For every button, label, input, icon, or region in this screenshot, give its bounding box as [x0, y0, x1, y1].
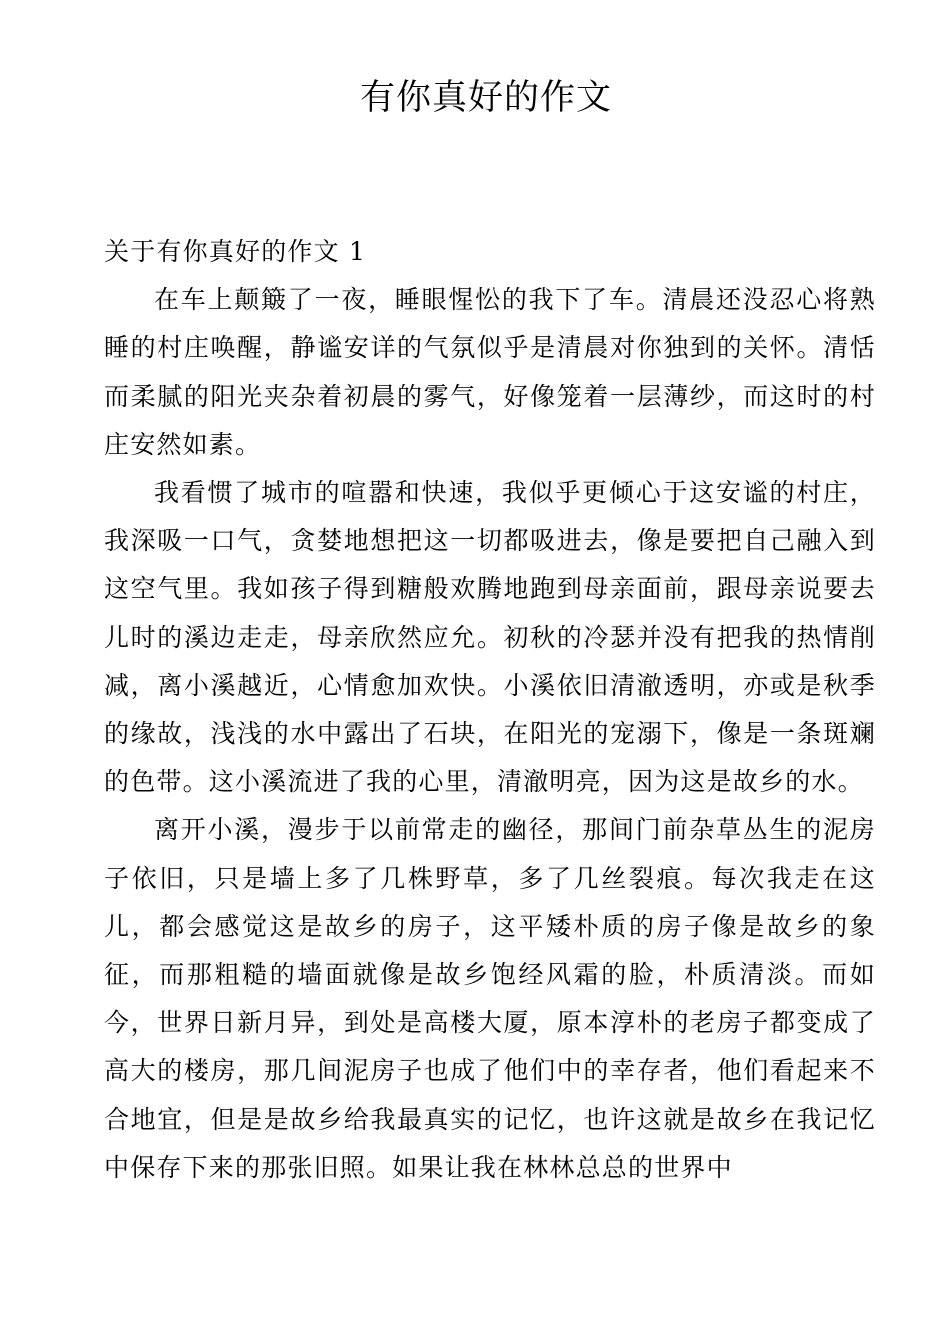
- paragraph-3: 离开小溪，漫步于以前常走的幽径，那间门前杂草丛生的泥房子依旧，只是墙上多了几株野草，多了几丝裂痕。每次我走在这儿，都会感觉这是故乡的房子，这平矮朴质的房子像是故乡的象征，而那粗糙的墙面就像是故乡饱经风霜的脸，朴质清淡。而如今，世界日新月异，到处是高楼大厦，原本淳朴的老房子都变成了高大的楼房，那几间泥房子也成了他们中的幸存者，他们看起来不合地宜，但是是故乡给我最真实的记忆，也许这就是故乡在我记忆中保存下来的那张旧照。如果让我在林林总总的世界中: [104, 815, 876, 1182]
- document-body: [104, 228, 876, 1192]
- paragraph-2: 我看惯了城市的喧嚣和快速，我似乎更倾心于这安谧的村庄，我深吸一口气，贪婪地想把这一切都吸进去，像是要把自己融入到这空气里。我如孩子得到糖般欢腾地跑到母亲面前，跟母亲说要去儿时的溪边走走，母亲欣然应允。初秋的冷瑟并没有把我的热情削减，离小溪越近，心情愈加欢快。小溪依旧清澈透明，亦或是秋季的缘故，浅浅的水中露出了石块，在阳光的宠溺下，像是一条斑斓的色带。这小溪流进了我的心里，清澈明亮，因为这是故乡的水。: [104, 478, 876, 797]
- document-title: 有你真好的作文: [359, 78, 612, 118]
- section-heading: 关于有你真好的作文 1: [104, 237, 367, 266]
- paragraph-1: 在车上颠簸了一夜，睡眼惺忪的我下了车。清晨还没忍心将熟睡的村庄唤醒，静谧安详的气氛似乎是清晨对你独到的关怀。清恬而柔腻的阳光夹杂着初晨的雾气，好像笼着一层薄纱，而这时的村庄安然如素。: [104, 285, 876, 459]
